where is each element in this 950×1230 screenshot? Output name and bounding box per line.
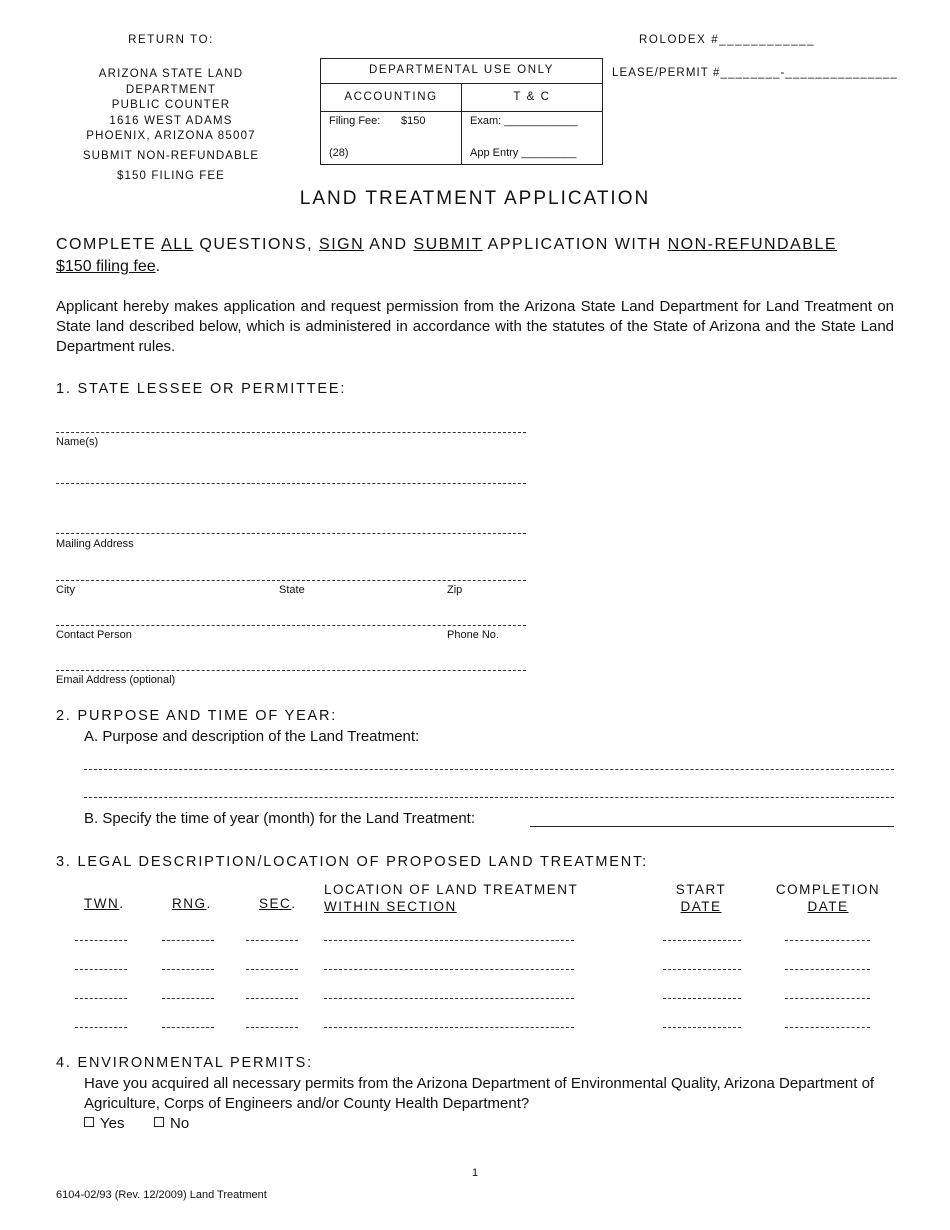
instructions-sign: SIGN: [319, 236, 365, 253]
row-1-rng-field[interactable]: [162, 940, 214, 941]
twn-header: TWN.: [84, 896, 125, 911]
submit-note-line-1: SUBMIT NON-REFUNDABLE: [82, 150, 260, 162]
mailing-address-label: Mailing Address: [56, 538, 134, 550]
no-label: No: [170, 1115, 190, 1132]
contact-person-label: Contact Person: [56, 629, 132, 641]
intro-paragraph: Applicant hereby makes application and request permission from the Arizona State Land Department for Land Treatment on State land described below, which is administered in accordance with the statutes of the State of Arizona and the State Land Department rules.: [56, 298, 894, 355]
mailing-address-line[interactable]: [56, 533, 526, 534]
instructions-text-4: APPLICATION WITH: [482, 236, 668, 253]
instructions-text-3: AND: [364, 236, 414, 253]
time-of-year-question: B. Specify the time of year (month) for the Land Treatment:: [84, 810, 476, 827]
instructions-all: ALL: [161, 236, 194, 253]
dept-box-title: DEPARTMENTAL USE ONLY: [368, 64, 555, 76]
row-1-start-date-field[interactable]: [663, 940, 741, 941]
contact-phone-line[interactable]: [56, 625, 526, 626]
fee-code: (28): [329, 147, 349, 159]
row-1-completion-date-field[interactable]: [785, 940, 870, 941]
instructions: [56, 234, 896, 278]
row-4-start-date-field[interactable]: [663, 1027, 741, 1028]
rolodex-field[interactable]: ROLODEX #____________: [639, 34, 816, 46]
form-id: 6104-02/93 (Rev. 12/2009) Land Treatment: [56, 1189, 267, 1201]
row-3-sec-field[interactable]: [246, 998, 298, 999]
instructions-nonrefundable: NON-REFUNDABLE: [667, 236, 838, 253]
row-2-start-date-field[interactable]: [663, 969, 741, 970]
start-date-header: START DATE: [675, 882, 727, 914]
section-2-title: 2. PURPOSE AND TIME OF YEAR:: [56, 708, 338, 724]
row-2-twn-field[interactable]: [75, 969, 127, 970]
section-1-title: 1. STATE LESSEE OR PERMITTEE:: [56, 381, 347, 397]
email-label: Email Address (optional): [56, 674, 176, 686]
state-label: State: [279, 584, 305, 596]
yes-checkbox[interactable]: [84, 1117, 94, 1127]
row-4-sec-field[interactable]: [246, 1027, 298, 1028]
row-2-rng-field[interactable]: [162, 969, 214, 970]
row-3-completion-date-field[interactable]: [785, 998, 870, 999]
instructions-fee: $150 filing fee: [56, 258, 156, 275]
lease-permit-field[interactable]: LEASE/PERMIT #________-_______________: [612, 67, 898, 79]
address-line-2: PUBLIC COUNTER: [111, 99, 231, 111]
section-4-title: 4. ENVIRONMENTAL PERMITS:: [56, 1055, 313, 1071]
instructions-text-2: QUESTIONS,: [193, 236, 320, 253]
address-line-3: 1616 WEST ADAMS: [109, 114, 233, 127]
phone-label: Phone No.: [447, 629, 499, 641]
row-2-completion-date-field[interactable]: [785, 969, 870, 970]
row-1-sec-field[interactable]: [246, 940, 298, 941]
tc-header: T & C: [513, 91, 551, 103]
row-3-location-field[interactable]: [324, 998, 574, 999]
sec-header: SEC.: [259, 896, 297, 911]
row-4-location-field[interactable]: [324, 1027, 574, 1028]
return-to-label: RETURN TO:: [128, 34, 214, 46]
row-3-rng-field[interactable]: [162, 998, 214, 999]
completion-date-header: COMPLETION DATE: [775, 882, 881, 914]
row-4-rng-field[interactable]: [162, 1027, 214, 1028]
row-4-twn-field[interactable]: [75, 1027, 127, 1028]
address-line-1: ARIZONA STATE LAND DEPARTMENT: [98, 68, 244, 96]
yes-option[interactable]: [84, 1114, 124, 1134]
purpose-question: A. Purpose and description of the Land Treatment:: [84, 728, 420, 745]
purpose-line-1[interactable]: [84, 769, 894, 770]
row-2-location-field[interactable]: [324, 969, 574, 970]
row-4-completion-date-field[interactable]: [785, 1027, 870, 1028]
rng-header: RNG.: [172, 896, 212, 911]
city-label: City: [56, 584, 75, 596]
zip-label: Zip: [447, 584, 463, 596]
instructions-text-1: COMPLETE: [56, 236, 162, 253]
page-number: 1: [471, 1167, 479, 1179]
row-1-location-field[interactable]: [324, 940, 574, 941]
submit-note-line-2: $150 FILING FEE: [117, 170, 225, 182]
time-of-year-line[interactable]: [530, 826, 894, 827]
instructions-submit: SUBMIT: [413, 236, 483, 253]
filing-fee-value: $150: [401, 115, 426, 127]
no-checkbox[interactable]: [154, 1117, 164, 1127]
filing-fee-label: Filing Fee:: [329, 115, 381, 127]
purpose-line-2[interactable]: [84, 797, 894, 798]
names-line-1[interactable]: [56, 432, 526, 433]
exam-field[interactable]: Exam: ____________: [470, 115, 578, 127]
yes-label: Yes: [100, 1115, 125, 1132]
row-1-twn-field[interactable]: [75, 940, 127, 941]
section-3-title: 3. LEGAL DESCRIPTION/LOCATION OF PROPOSED LAND TREATMENT:: [56, 854, 648, 870]
address-line-4: PHOENIX, ARIZONA 85007: [86, 130, 256, 142]
email-line[interactable]: [56, 670, 526, 671]
names-label: Name(s): [56, 436, 99, 448]
names-line-2[interactable]: [56, 483, 526, 484]
return-address: [55, 67, 287, 145]
city-state-zip-line[interactable]: [56, 580, 526, 581]
no-option[interactable]: [154, 1114, 189, 1134]
row-2-sec-field[interactable]: [246, 969, 298, 970]
instructions-period: .: [155, 258, 162, 275]
accounting-header: ACCOUNTING: [344, 91, 438, 103]
departmental-use-box: [320, 58, 603, 165]
submit-note: [55, 146, 287, 186]
permits-question: Have you acquired all necessary permits from the Arizona Department of Environmental Quality, Arizona Department of Agriculture, Corps of Engineers and/or County Health Department?: [84, 1075, 875, 1112]
page-title: LAND TREATMENT APPLICATION: [299, 188, 651, 209]
app-entry-field[interactable]: App Entry _________: [470, 147, 577, 159]
row-3-twn-field[interactable]: [75, 998, 127, 999]
row-3-start-date-field[interactable]: [663, 998, 741, 999]
location-header: LOCATION OF LAND TREATMENT WITHIN SECTION: [324, 882, 579, 914]
